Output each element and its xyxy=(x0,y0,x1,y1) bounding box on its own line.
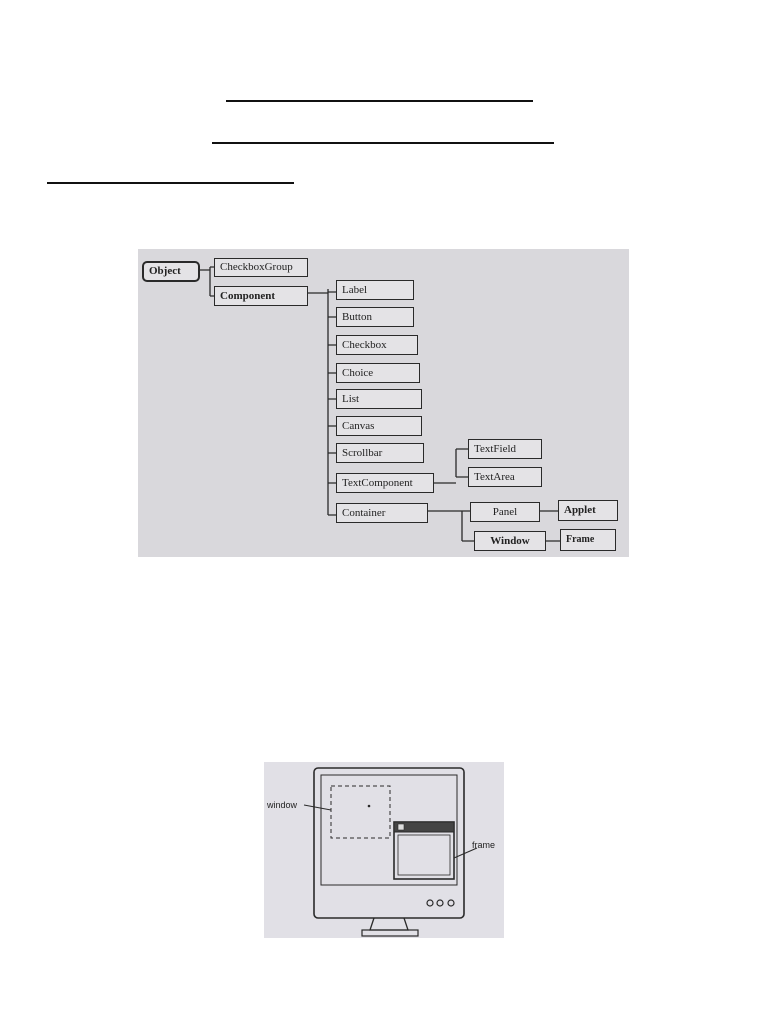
frame-callout: frame xyxy=(472,840,496,850)
node-applet: Applet xyxy=(558,500,618,521)
node-object: Object xyxy=(142,261,200,282)
node-panel: Panel xyxy=(470,502,540,522)
node-label: Label xyxy=(336,280,414,300)
monitor-figure xyxy=(264,762,504,938)
node-checkboxgroup: CheckboxGroup xyxy=(214,258,308,277)
node-component: Component xyxy=(214,286,308,306)
window-callout: window xyxy=(267,800,298,810)
node-container: Container xyxy=(336,503,428,523)
node-textarea: TextArea xyxy=(468,467,542,487)
node-frame: Frame xyxy=(560,529,616,551)
node-choice: Choice xyxy=(336,363,420,383)
node-scrollbar: Scrollbar xyxy=(336,443,424,463)
node-textcomponent: TextComponent xyxy=(336,473,434,493)
heading-rule-2 xyxy=(212,142,554,144)
node-checkbox: Checkbox xyxy=(336,335,418,355)
node-canvas: Canvas xyxy=(336,416,422,436)
node-textfield: TextField xyxy=(468,439,542,459)
monitor-drawing xyxy=(264,762,504,938)
node-window: Window xyxy=(474,531,546,551)
class-hierarchy-figure xyxy=(138,249,629,557)
section-rule xyxy=(47,182,294,184)
node-button: Button xyxy=(336,307,414,327)
heading-rule-1 xyxy=(226,100,533,102)
node-list: List xyxy=(336,389,422,409)
